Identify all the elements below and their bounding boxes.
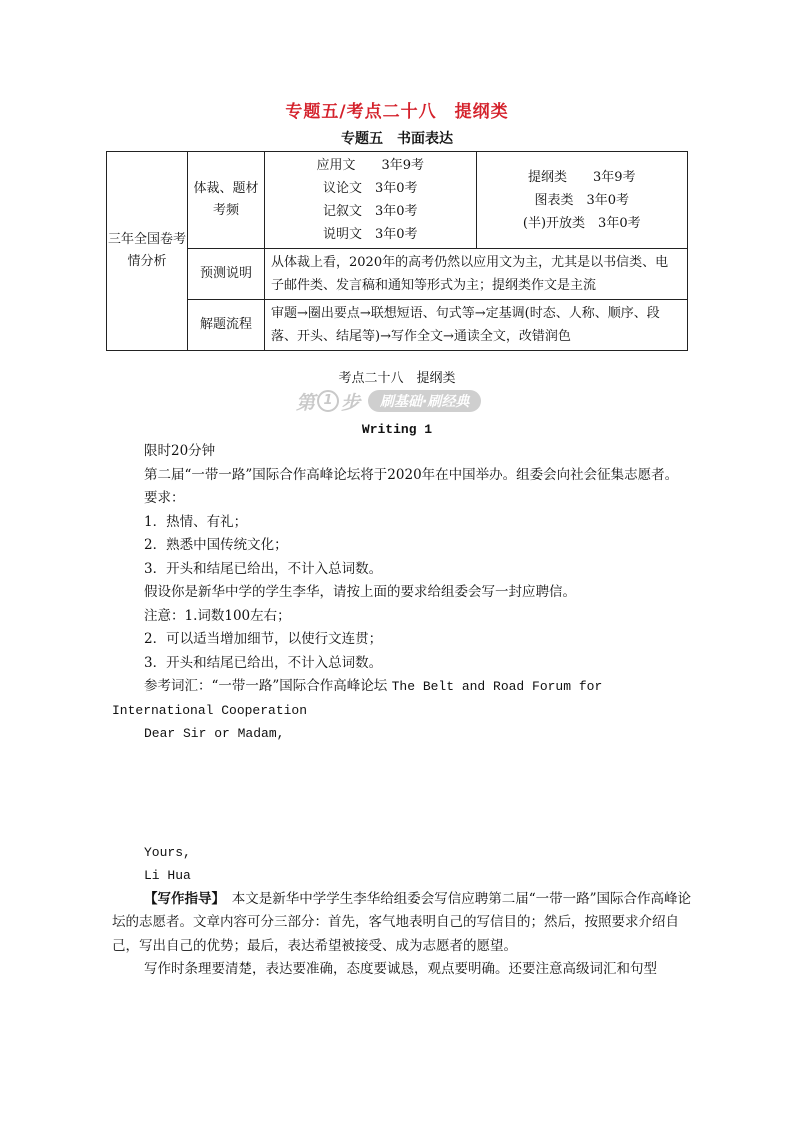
freq-right-column: [476, 152, 688, 248]
process-label-cell: 解题流程: [188, 300, 265, 351]
predict-text-cell: 从体裁上看，2020年的高考仍然以应用文为主，尤其是以书信类、电子邮件类、发言稿和通知等形式为主；提纲类作文是主流: [265, 249, 688, 300]
note-item: 2．可以适当增加细节，以使行文连贯；: [144, 631, 383, 647]
time-limit: 限时20分钟: [144, 443, 216, 459]
row-header-cell: 三年全国卷考情分析: [107, 152, 188, 351]
closing: Yours,: [144, 844, 191, 860]
page-title: 专题五/考点二十八 提纲类: [285, 102, 509, 122]
process-text-cell: 审题→圈出要点→联想短语、句式等→定基调(时态、人称、顺序、段落、开头、结尾等)→写作全文→通读全文，改错润色: [265, 300, 688, 351]
vocab-label: 参考词汇：: [144, 678, 212, 694]
requirements-label: 要求：: [144, 490, 185, 506]
freq-item: (半)开放类 3年0考: [522, 215, 641, 231]
guide-text: 本文是新华中学学生李华给组委会写信应聘第二届“一带一路”国际合作高峰论坛的志愿者。文章内容可分三部分：首先，客气地表明自己的写信目的；然后，按照要求介绍自己，写出自己的优势；最后，表达希望被接受、成为志愿者的愿望。: [112, 890, 692, 954]
vocab-paragraph: [112, 675, 694, 722]
exam-analysis-table: [106, 151, 688, 351]
notes-label: 注意：: [144, 607, 185, 624]
freq-label-cell: 体裁、题材考频: [188, 152, 265, 249]
step-suffix: 步: [341, 391, 361, 414]
note-item: 3．开头和结尾已给出，不计入总词数。: [144, 654, 383, 671]
writing-title: Writing 1: [361, 422, 433, 437]
freq-item: 记叙文 3年0考: [322, 204, 418, 219]
answer-space: [112, 746, 694, 841]
vocab-english: The Belt and Road Forum for International Cooperation: [112, 679, 603, 718]
requirement-item: 1．热情、有礼；: [144, 513, 248, 530]
step-number-icon: 1: [317, 390, 339, 412]
section-title: 考点二十八 提纲类: [338, 371, 456, 386]
guide-label: 【写作指导】: [144, 890, 219, 907]
predict-label-cell: 预测说明: [188, 249, 265, 300]
freq-item: 议论文 3年0考: [322, 181, 418, 196]
notes-line: [112, 605, 694, 629]
vocab-chinese: “一带一路”国际合作高峰论坛: [211, 678, 388, 694]
freq-item: 说明文 3年0考: [322, 227, 418, 242]
step-banner: [296, 389, 481, 413]
prompt-paragraph: 第二届“一带一路”国际合作高峰论坛将于2020年在中国举办。组委会向社会征集志愿者。: [144, 466, 679, 483]
requirement-item: 2．熟悉中国传统文化；: [144, 537, 288, 553]
page-subtitle: 专题五 书面表达: [341, 131, 453, 147]
step-label: [296, 388, 360, 415]
freq-item: 图表类 3年0考: [534, 192, 630, 208]
guide-paragraph-2: 写作时条理要清楚，表达要准确，态度要诚恳，观点要明确。还要注意高级词汇和句型: [144, 961, 657, 977]
signature: Li Hua: [144, 868, 191, 883]
freq-item: 提纲类 3年9考: [527, 169, 636, 185]
guide-paragraph: [112, 888, 694, 959]
writing-body: [112, 440, 694, 982]
note-item: 1.词数100左右；: [184, 607, 291, 624]
requirement-item: 3．开头和结尾已给出，不计入总词数。: [144, 560, 383, 577]
step-pill: 刷基础·刷经典: [368, 390, 481, 412]
freq-left-column: [265, 152, 476, 248]
salutation: Dear Sir or Madam,: [144, 726, 285, 741]
step-prefix: 第: [296, 391, 316, 414]
freq-item: 应用文 3年9考: [316, 158, 425, 173]
task-paragraph: 假设你是新华中学的学生李华，请按上面的要求给组委会写一封应聘信。: [144, 584, 576, 600]
freq-cell: [265, 152, 688, 249]
